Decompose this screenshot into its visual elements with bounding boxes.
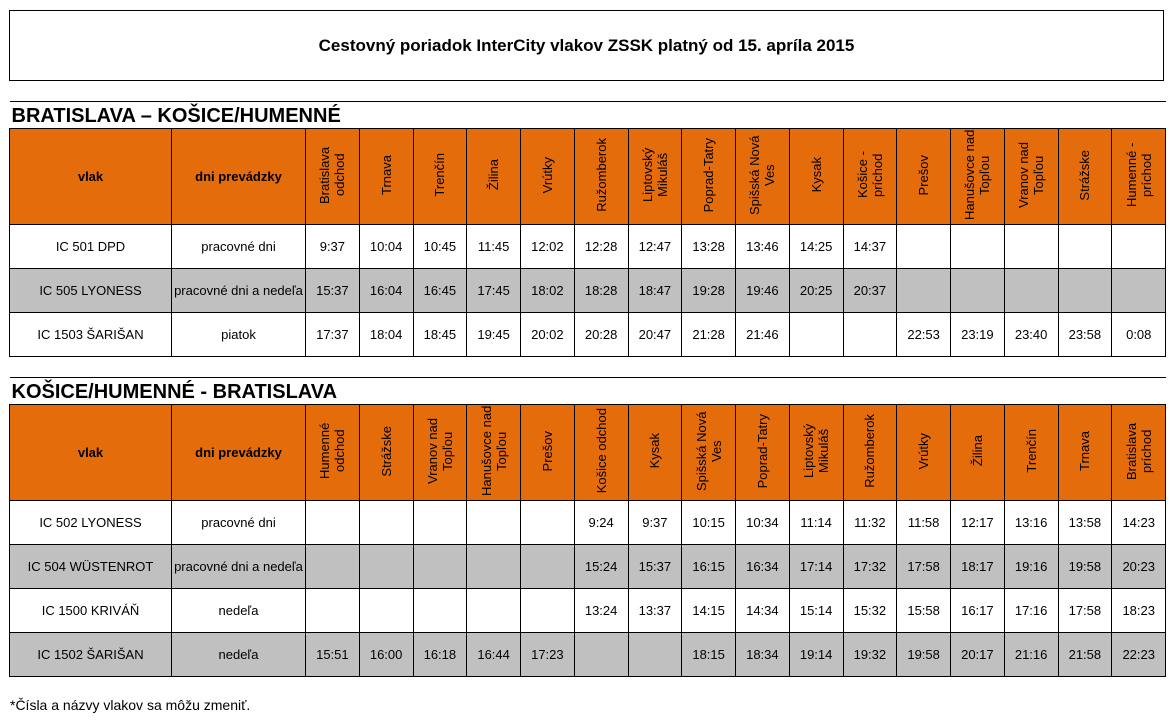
station-header (467, 405, 521, 501)
time-cell: 15:58 (897, 589, 951, 633)
time-cell: 14:25 (789, 225, 843, 269)
time-cell: 12:17 (951, 501, 1005, 545)
time-cell: 16:45 (413, 269, 467, 313)
time-cell: 19:46 (736, 269, 790, 313)
time-cell (1058, 225, 1112, 269)
time-cell: 13:24 (574, 589, 628, 633)
col-header-train: vlak (10, 405, 172, 501)
time-cell: 9:37 (306, 225, 360, 269)
time-cell (521, 589, 575, 633)
station-name: Vranov nad Topľou (1016, 142, 1047, 209)
station-name: Spišská Nová Ves (693, 411, 724, 491)
station-header (789, 405, 843, 501)
time-cell (467, 501, 521, 545)
time-cell (1112, 225, 1166, 269)
time-cell (306, 589, 360, 633)
time-cell: 12:02 (521, 225, 575, 269)
station-header (413, 129, 467, 225)
time-cell: 16:00 (359, 633, 413, 677)
table-row (10, 589, 1166, 633)
station-header (628, 129, 682, 225)
station-name: Trnava (378, 155, 394, 195)
time-cell: 18:28 (574, 269, 628, 313)
time-cell: 19:58 (1058, 545, 1112, 589)
time-cell: 11:45 (467, 225, 521, 269)
station-name: Prešov (539, 430, 555, 472)
station-name: Liptovský Mikuláš (639, 147, 670, 203)
time-cell: 18:47 (628, 269, 682, 313)
time-cell: 14:37 (843, 225, 897, 269)
time-cell (413, 545, 467, 589)
time-cell: 16:17 (951, 589, 1005, 633)
station-name: Humenné - príchod (1123, 142, 1154, 208)
station-name: Strážske (378, 425, 394, 477)
station-name: Hanušovce nad Topľou (478, 405, 509, 497)
station-name: Ružomberok (862, 414, 878, 488)
time-cell: 20:28 (574, 313, 628, 357)
time-cell: 17:45 (467, 269, 521, 313)
station-header (1004, 129, 1058, 225)
train-name: IC 501 DPD (10, 225, 172, 269)
station-header (521, 129, 575, 225)
table-row (10, 633, 1166, 677)
time-cell (1058, 269, 1112, 313)
operating-days: pracovné dni (172, 501, 306, 545)
station-header (359, 405, 413, 501)
time-cell (413, 589, 467, 633)
col-header-train: vlak (10, 129, 172, 225)
footnote: *Čísla a názvy vlakov sa môžu zmeniť. (10, 697, 251, 713)
time-cell (789, 313, 843, 357)
time-cell: 19:32 (843, 633, 897, 677)
time-cell: 22:23 (1112, 633, 1166, 677)
table-row (10, 545, 1166, 589)
time-cell: 13:58 (1058, 501, 1112, 545)
time-cell (467, 589, 521, 633)
station-header (1058, 405, 1112, 501)
station-header (1058, 129, 1112, 225)
time-cell: 19:28 (682, 269, 736, 313)
time-cell: 15:37 (628, 545, 682, 589)
time-cell: 19:14 (789, 633, 843, 677)
time-cell: 10:34 (736, 501, 790, 545)
time-cell: 18:23 (1112, 589, 1166, 633)
time-cell: 16:04 (359, 269, 413, 313)
section-heading: KOŠICE/HUMENNÉ - BRATISLAVA (10, 378, 1166, 405)
time-cell: 17:37 (306, 313, 360, 357)
station-name: Žilina (486, 159, 502, 191)
time-cell: 15:24 (574, 545, 628, 589)
time-cell: 18:34 (736, 633, 790, 677)
time-cell (467, 545, 521, 589)
table-row (10, 225, 1166, 269)
time-cell: 17:32 (843, 545, 897, 589)
time-cell (951, 269, 1005, 313)
time-cell: 10:15 (682, 501, 736, 545)
time-cell: 15:51 (306, 633, 360, 677)
time-cell: 20:47 (628, 313, 682, 357)
station-header (574, 405, 628, 501)
time-cell: 16:34 (736, 545, 790, 589)
time-cell (897, 269, 951, 313)
station-header (897, 405, 951, 501)
time-cell (359, 501, 413, 545)
station-header (951, 129, 1005, 225)
station-name: Prešov (916, 154, 932, 196)
time-cell (628, 633, 682, 677)
time-cell: 16:15 (682, 545, 736, 589)
time-cell (897, 225, 951, 269)
station-name: Vranov nad Topľou (424, 418, 455, 485)
time-cell: 17:58 (1058, 589, 1112, 633)
station-name: Humenné odchod (317, 422, 348, 480)
time-cell: 16:18 (413, 633, 467, 677)
train-name: IC 1502 ŠARIŠAN (10, 633, 172, 677)
time-cell: 19:45 (467, 313, 521, 357)
operating-days: nedeľa (172, 589, 306, 633)
station-name: Kysak (647, 433, 663, 469)
col-header-days: dni prevádzky (172, 129, 306, 225)
station-name: Vrútky (916, 432, 932, 470)
time-cell: 15:32 (843, 589, 897, 633)
station-name: Poprad-Tatry (701, 137, 717, 213)
station-name: Poprad-Tatry (754, 413, 770, 489)
operating-days: pracovné dni (172, 225, 306, 269)
operating-days: piatok (172, 313, 306, 357)
train-name: IC 1500 KRIVÁŇ (10, 589, 172, 633)
train-name: IC 504 WÜSTENROT (10, 545, 172, 589)
time-cell: 17:23 (521, 633, 575, 677)
time-cell: 14:34 (736, 589, 790, 633)
time-cell: 20:37 (843, 269, 897, 313)
time-cell: 17:16 (1004, 589, 1058, 633)
station-header (1112, 129, 1166, 225)
station-name: Liptovský Mikuláš (801, 423, 832, 479)
time-cell (306, 501, 360, 545)
station-header (682, 405, 736, 501)
operating-days: pracovné dni a nedeľa (172, 269, 306, 313)
train-name: IC 502 LYONESS (10, 501, 172, 545)
time-cell (306, 545, 360, 589)
time-cell: 21:28 (682, 313, 736, 357)
time-cell (1004, 269, 1058, 313)
station-name: Bratislava odchod (317, 146, 348, 204)
time-cell: 19:16 (1004, 545, 1058, 589)
time-cell: 18:45 (413, 313, 467, 357)
time-cell: 18:15 (682, 633, 736, 677)
time-cell (951, 225, 1005, 269)
time-cell: 22:53 (897, 313, 951, 357)
time-cell: 23:58 (1058, 313, 1112, 357)
time-cell (521, 501, 575, 545)
station-name: Ružomberok (593, 138, 609, 212)
operating-days: pracovné dni a nedeľa (172, 545, 306, 589)
station-header (521, 405, 575, 501)
time-cell: 13:46 (736, 225, 790, 269)
station-header (1004, 405, 1058, 501)
time-cell: 18:17 (951, 545, 1005, 589)
time-cell (1112, 269, 1166, 313)
time-cell: 20:17 (951, 633, 1005, 677)
time-cell: 9:37 (628, 501, 682, 545)
time-cell: 21:16 (1004, 633, 1058, 677)
station-name: Košice - príchod (854, 151, 885, 199)
time-cell: 23:40 (1004, 313, 1058, 357)
station-header (306, 129, 360, 225)
time-cell: 11:14 (789, 501, 843, 545)
time-cell: 0:08 (1112, 313, 1166, 357)
table-row (10, 269, 1166, 313)
station-header (628, 405, 682, 501)
station-name: Vrútky (539, 156, 555, 194)
time-cell: 20:23 (1112, 545, 1166, 589)
time-cell: 21:58 (1058, 633, 1112, 677)
time-cell: 12:47 (628, 225, 682, 269)
time-cell: 14:23 (1112, 501, 1166, 545)
station-name: Trenčín (432, 153, 448, 197)
station-name: Kysak (808, 157, 824, 193)
time-cell (1004, 225, 1058, 269)
train-name: IC 1503 ŠARIŠAN (10, 313, 172, 357)
station-header (951, 405, 1005, 501)
timetable-kosice-bratislava (9, 377, 1166, 677)
operating-days: nedeľa (172, 633, 306, 677)
time-cell: 21:46 (736, 313, 790, 357)
time-cell: 23:19 (951, 313, 1005, 357)
time-cell: 12:28 (574, 225, 628, 269)
time-cell (843, 313, 897, 357)
time-cell (521, 545, 575, 589)
time-cell: 18:04 (359, 313, 413, 357)
time-cell: 9:24 (574, 501, 628, 545)
time-cell (413, 501, 467, 545)
station-header (467, 129, 521, 225)
timetable-bratislava-kosice (9, 101, 1166, 357)
station-header (736, 129, 790, 225)
table-row (10, 501, 1166, 545)
station-header (682, 129, 736, 225)
time-cell: 11:32 (843, 501, 897, 545)
station-name: Trenčín (1023, 429, 1039, 473)
time-cell: 14:15 (682, 589, 736, 633)
time-cell: 15:14 (789, 589, 843, 633)
time-cell: 11:58 (897, 501, 951, 545)
table-row (10, 313, 1166, 357)
col-header-days: dni prevádzky (172, 405, 306, 501)
station-header (736, 405, 790, 501)
station-name: Strážske (1077, 149, 1093, 201)
station-name: Košice odchod (593, 408, 609, 494)
time-cell: 19:58 (897, 633, 951, 677)
station-name: Spišská Nová Ves (747, 135, 778, 215)
station-name: Trnava (1077, 431, 1093, 471)
time-cell: 17:58 (897, 545, 951, 589)
station-header (897, 129, 951, 225)
station-name: Žilina (969, 435, 985, 467)
station-header (789, 129, 843, 225)
time-cell: 17:14 (789, 545, 843, 589)
time-cell: 15:37 (306, 269, 360, 313)
station-header (359, 129, 413, 225)
time-cell: 13:16 (1004, 501, 1058, 545)
time-cell: 20:25 (789, 269, 843, 313)
time-cell (574, 633, 628, 677)
station-header (843, 405, 897, 501)
station-name: Hanušovce nad Topľou (962, 129, 993, 221)
time-cell: 13:28 (682, 225, 736, 269)
time-cell (359, 545, 413, 589)
time-cell: 20:02 (521, 313, 575, 357)
train-name: IC 505 LYONESS (10, 269, 172, 313)
station-header (574, 129, 628, 225)
time-cell: 10:04 (359, 225, 413, 269)
station-header (843, 129, 897, 225)
station-header (1112, 405, 1166, 501)
time-cell: 10:45 (413, 225, 467, 269)
time-cell: 18:02 (521, 269, 575, 313)
station-header (306, 405, 360, 501)
time-cell: 16:44 (467, 633, 521, 677)
time-cell: 13:37 (628, 589, 682, 633)
station-header (413, 405, 467, 501)
section-heading: BRATISLAVA – KOŠICE/HUMENNÉ (10, 102, 1166, 129)
station-name: Bratislava príchod (1123, 422, 1154, 480)
page-title: Cestovný poriadok InterCity vlakov ZSSK platný od 15. apríla 2015 (9, 10, 1164, 81)
time-cell (359, 589, 413, 633)
